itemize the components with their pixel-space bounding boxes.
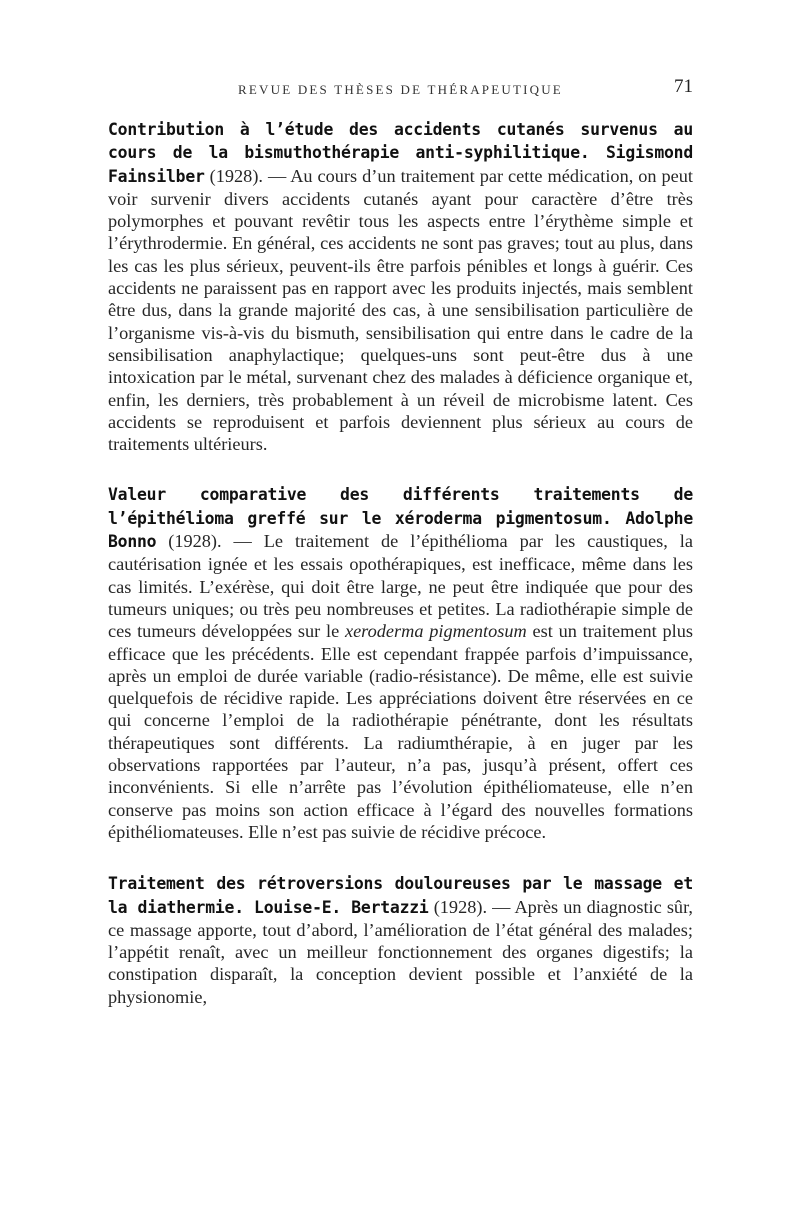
entry-title: Traitement des rétroversions douloureuses par le massage et la diathermie. Louise-E. Bertazzi <box>108 874 693 917</box>
thesis-entry <box>108 872 693 1008</box>
entry-text: — Après un diagnostic sûr, ce massage apporte, tout d’abord, l’amélioration de l’état général des malades; l’appétit renaît, avec un meilleur fonctionnement des organes digestifs; la constipation disparaît, la conception devient possible et l’anxiété de la physionomie, <box>108 896 693 1007</box>
entry-text: — Au cours d’un traitement par cette médication, on peut voir survenir divers accidents cutanés ayant pour caractère d’être très polymorphes et pouvant revêtir tous les aspects entre l’érythème simple et l’érythrodermie. En général, ces accidents ne sont pas graves; tout au plus, dans les cas les plus sérieux, peuvent-ils être parfois pénibles et longs à guérir. Ces accidents ne paraissent pas en rapport avec les produits injectés, mais semblent être dus, dans la grande majorité des cas, à une sensibilisation particulière de l’organisme vis-à-vis du bismuth, sensibilisation qui entre dans le cadre de la sensibilisation anaphylactique; quelques-uns sont peut-être dus à une intoxication par le métal, survenant chez des malades à déficience organique et, enfin, les derniers, très probablement à un réveil de microbisme latent. Ces accidents se reproduisent et parfois deviennent plus sérieux au cours de traitements ultérieurs. <box>108 165 693 455</box>
thesis-entry <box>108 118 693 455</box>
entry-paragraph <box>108 118 693 455</box>
entry-text-continued: est un traitement plus efficace que les précédents. Elle est cependant frappée parfois d’impuissance, après un emploi de durée variable (radio-résistance). De même, elle est suivie quelquefois de récidive rapide. Les appréciations doivent être réservées en ce qui concerne l’emploi de la radiothérapie pénétrante, dont les résultats thérapeutiques sont différents. La radiumthérapie, à en juger par les observations rapportées par l’auteur, n’a pas, jusqu’à présent, offert ces inconvénients. Si elle n’arrête pas l’évolution épithéliomateuse, elle n’en conserve pas moins son action efficace à l’égard des nouvelles formations épithéliomateuses. Elle n’est pas suivie de récidive précoce. <box>108 621 693 842</box>
entry-year: (1928). <box>168 531 222 552</box>
entry-year: (1928). <box>209 165 263 186</box>
entry-title: Valeur comparative des différents traitements de l’épithélioma greffé sur le xéroderma pigmentosum. Adolphe Bonno <box>108 485 693 552</box>
running-head <box>108 72 693 102</box>
document-page <box>108 72 693 1008</box>
entry-year: (1928). <box>433 896 488 917</box>
page-number: 71 <box>674 76 693 97</box>
entry-paragraph <box>108 872 693 1008</box>
entry-text: — Le traitement de l’épithélioma par les caustiques, la cautérisation ignée et les essais opothérapiques, est inefficace, même dans les cas limités. L’exérèse, qui doit être large, ne peut être indiquée que pour des tumeurs uniques; ou très peu nombreuses et petites. La radiothérapie simple de ces tumeurs développées sur le <box>108 531 693 642</box>
entry-text-italic: xeroderma pigmentosum <box>344 621 527 642</box>
entry-title: Contribution à l’étude des accidents cutanés survenus au cours de la bismuthothérapie anti-syphilitique. Sigismond Fainsilber <box>108 120 693 186</box>
thesis-entry <box>108 483 693 843</box>
entry-paragraph <box>108 483 693 843</box>
running-title: REVUE DES THÈSES DE THÉRAPEUTIQUE <box>238 82 563 97</box>
